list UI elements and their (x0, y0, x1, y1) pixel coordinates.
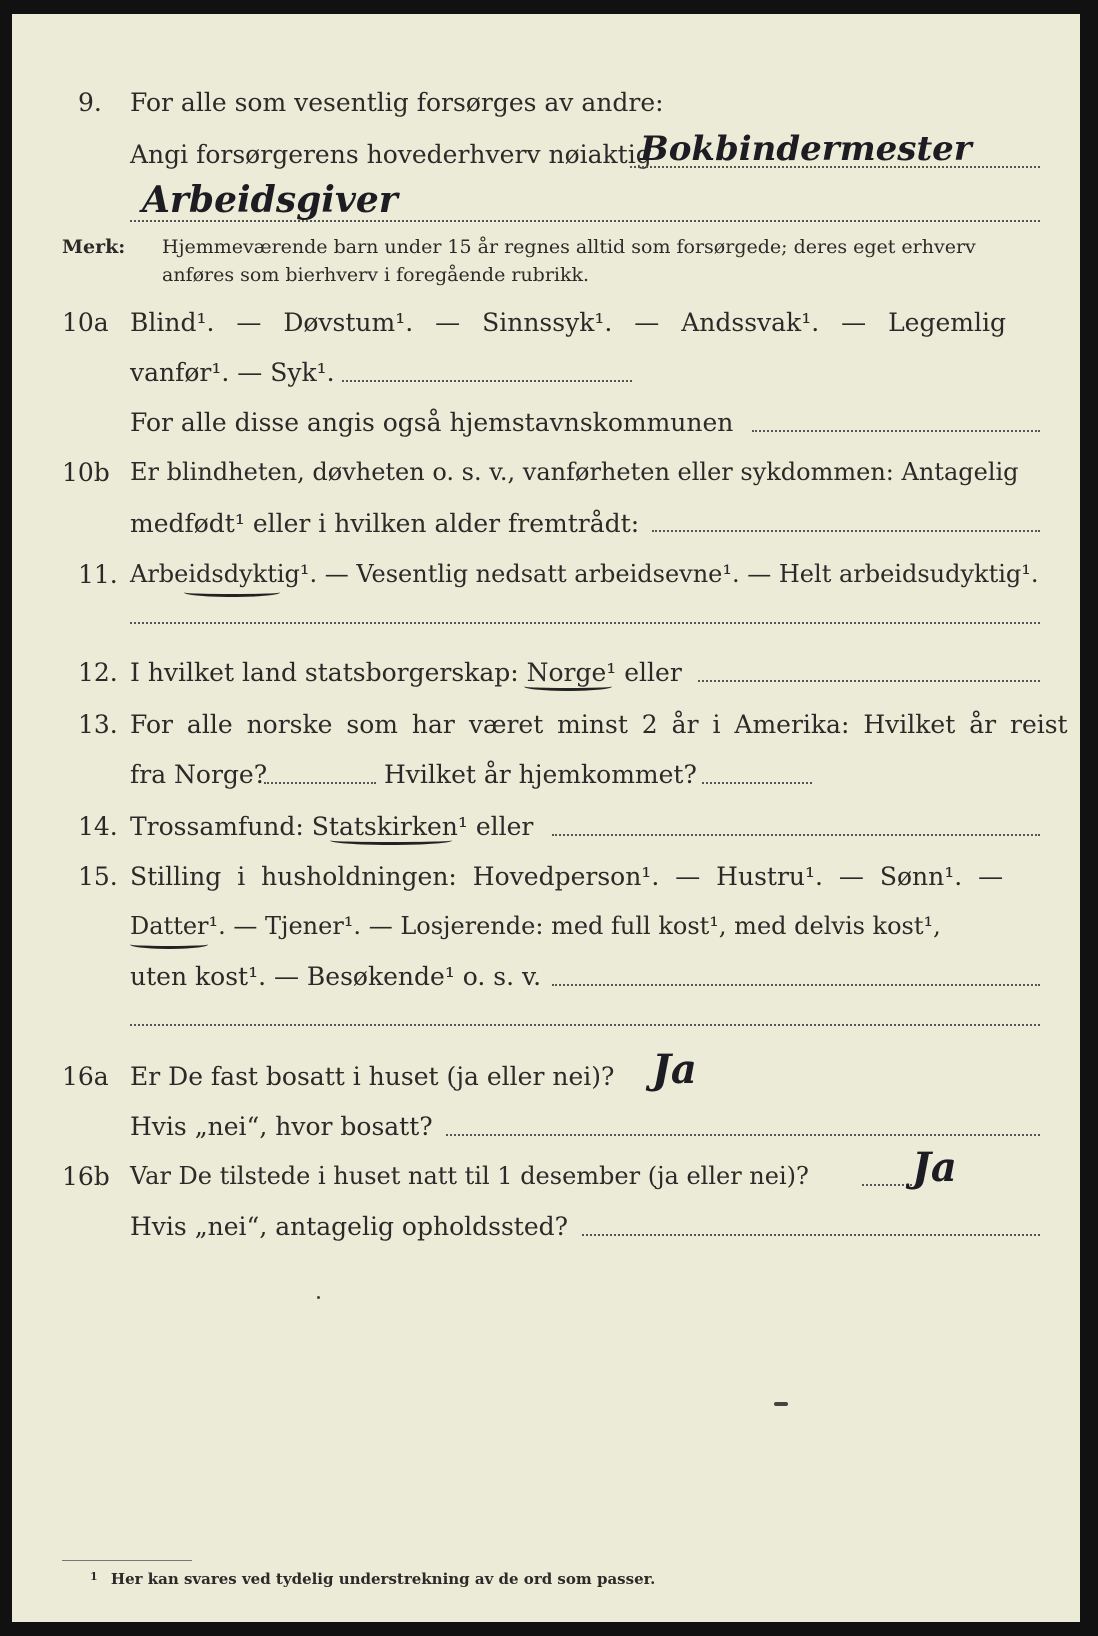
ink-mark (774, 1402, 788, 1406)
q15-line-1: Stilling i husholdningen: Hovedperson¹. — Hustru¹. — Sønn¹. — (130, 862, 1004, 891)
q13-number: 13. (78, 710, 118, 739)
q14-text: Trossamfund: Statskirken¹ eller (130, 812, 534, 841)
q13-line-2a: fra Norge? (130, 760, 268, 789)
q16b-residence-line (582, 1234, 1040, 1236)
merk-label: Merk: (62, 236, 126, 258)
q14-underline-mark (330, 836, 452, 845)
q12-answer-line (698, 680, 1040, 682)
q16a-line-1: Er De fast bosatt i huset (ja eller nei)? (130, 1062, 615, 1091)
q16b-number: 16b (62, 1162, 110, 1191)
q9-handwritten-status: Arbeidsgiver (142, 179, 398, 221)
q12-text: I hvilket land statsborgerskap: Norge¹ eller (130, 658, 682, 687)
q10a-number: 10a (62, 308, 109, 337)
q16b-line-1: Var De tilstede i huset natt til 1 desember (ja eller nei)? (130, 1162, 809, 1190)
q12-number: 12. (78, 658, 118, 687)
q10b-answer-line (652, 530, 1040, 532)
q11-number: 11. (78, 560, 118, 589)
q10a-line-1: Blind¹. — Døvstum¹. — Sinnssyk¹. — Andssvak¹. — Legemlig (130, 308, 1006, 337)
q16b-handwritten-answer: Ja (912, 1144, 957, 1191)
ink-dot (317, 1296, 320, 1299)
q16b-answer-line (862, 1184, 912, 1186)
q9-number: 9. (78, 88, 102, 117)
q13-right-answer-line (702, 782, 812, 784)
q11-answer-line (130, 622, 1040, 624)
q10b-line-1: Er blindheten, døvheten o. s. v., vanførheten eller sykdommen: Antagelig (130, 458, 1019, 486)
q16b-line-2: Hvis „nei“, antagelig opholdssted? (130, 1212, 569, 1241)
q11-underline-mark (184, 588, 280, 597)
q15-answer-line (552, 984, 1040, 986)
q15-number: 15. (78, 862, 118, 891)
q11-text: Arbeidsdyktig¹. — Vesentlig nedsatt arbeidsevne¹. — Helt arbeidsudyktig¹. (130, 560, 1039, 588)
merk-text-1: Hjemmeværende barn under 15 år regnes alltid som forsørgede; deres eget erhverv (162, 236, 976, 258)
q15-answer-line-2 (130, 1024, 1040, 1026)
footnote-rule (62, 1560, 192, 1561)
q10a-line-3: For alle disse angis også hjemstavnskommunen (130, 408, 734, 437)
merk-text-2: anføres som bierhverv i foregående rubrikk. (162, 264, 590, 286)
footnote-marker: 1 (90, 1570, 98, 1583)
q10b-line-2: medfødt¹ eller i hvilken alder fremtrådt: (130, 509, 640, 538)
q9-occupation-label: Angi forsørgerens hovederhverv nøiaktig (130, 140, 652, 169)
q10a-line-2: vanfør¹. — Syk¹. (130, 358, 335, 387)
q13-line-1: For alle norske som har været minst 2 år i Amerika: Hvilket år reist (130, 710, 1068, 739)
q14-number: 14. (78, 812, 118, 841)
footnote (90, 1570, 655, 1588)
q14-answer-line (552, 834, 1040, 836)
q16a-handwritten-answer: Ja (652, 1046, 697, 1093)
footnote-text: Her kan svares ved tydelig understrekning av de ord som passer. (110, 1570, 656, 1588)
q10a-municipality-line (752, 430, 1040, 432)
q9-answer-line-2 (130, 220, 1040, 222)
q16a-line-2: Hvis „nei“, hvor bosatt? (130, 1112, 433, 1141)
census-form-page (12, 14, 1080, 1622)
q16a-number: 16a (62, 1062, 109, 1091)
q9-handwritten-occupation: Bokbindermester (640, 129, 972, 169)
q15-underline-mark (130, 940, 208, 949)
q10a-answer-line (342, 380, 632, 382)
q9-text: For alle som vesentlig forsørges av andre: (130, 88, 664, 117)
q16a-answer-line (446, 1134, 1040, 1136)
q10b-number: 10b (62, 458, 110, 487)
q15-line-2: Datter¹. — Tjener¹. — Losjerende: med full kost¹, med delvis kost¹, (130, 912, 941, 940)
q13-left-answer-line (264, 782, 376, 784)
q15-line-3: uten kost¹. — Besøkende¹ o. s. v. (130, 962, 542, 991)
q9-answer-line (630, 166, 1040, 168)
q13-line-2b: Hvilket år hjemkommet? (384, 760, 697, 789)
q12-underline-mark (524, 682, 612, 691)
